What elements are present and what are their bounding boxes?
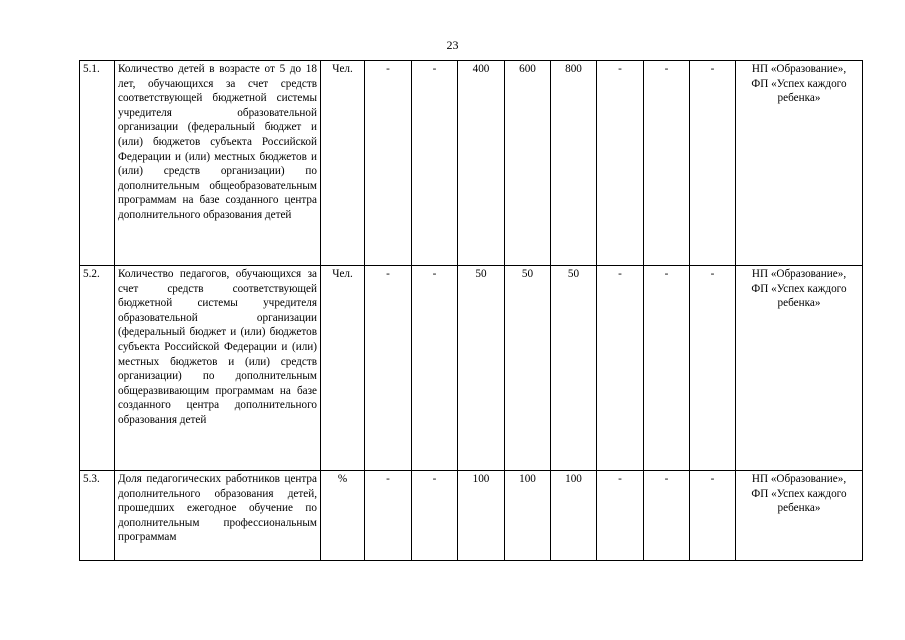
value-cell: 50 [505,266,551,471]
indicators-table [79,60,863,561]
value-cell: - [644,266,690,471]
value-cell: 100 [551,471,597,561]
value-cell: - [412,471,458,561]
value-cell: - [644,61,690,266]
value-cell: - [597,471,644,561]
project-line: ребенка» [777,502,821,515]
table-row [80,266,863,471]
row-number: 5.3. [80,471,115,561]
project-line: ребенка» [777,92,821,105]
table-row [80,471,863,561]
project-cell [736,61,863,266]
value-cell: - [597,61,644,266]
value-cell: 100 [505,471,551,561]
value-cell: - [412,266,458,471]
project-line: НП «Образование», [751,473,847,485]
value-cell: 100 [458,471,505,561]
value-cell: - [690,266,736,471]
project-line: ребенка» [777,297,821,310]
indicator-description: Доля педагогических работников центра дополнительного образования детей, прошедших ежегодное обучение по дополнительным профессиональным программам [115,471,321,561]
page-number: 23 [446,38,459,52]
value-cell: - [597,266,644,471]
value-cell: - [365,61,412,266]
indicator-description: Количество педагогов, обучающихся за счет средств соответствующей бюджетной системы учредителя образовательной организации (федеральный бюджет и (или) бюджетов субъекта Российской Федерации и (или) местных бюджетов и (или) средств организации) по дополнительным общеразвивающим программам на базе созданного центра дополнительного образования детей [115,266,321,471]
project-line: ФП «Успех каждого [751,282,847,295]
project-line: ФП «Успех каждого [751,487,847,500]
value-cell: 50 [551,266,597,471]
value-cell: 600 [505,61,551,266]
row-number: 5.1. [80,61,115,266]
value-cell: - [365,266,412,471]
project-line: ФП «Успех каждого [751,77,847,90]
value-cell: - [365,471,412,561]
value-cell: 400 [458,61,505,266]
value-cell: - [690,471,736,561]
value-cell: 800 [551,61,597,266]
project-cell [736,471,863,561]
unit-cell: Чел. [321,266,365,471]
unit-cell: Чел. [321,61,365,266]
value-cell: 50 [458,266,505,471]
project-line: НП «Образование», [751,268,847,280]
value-cell: - [690,61,736,266]
value-cell: - [644,471,690,561]
project-line: НП «Образование», [751,63,847,75]
table-row [80,61,863,266]
row-number: 5.2. [80,266,115,471]
value-cell: - [412,61,458,266]
indicator-description: Количество детей в возрасте от 5 до 18 лет, обучающихся за счет средств соответствующей бюджетной системы учредителя образовательной организации (федеральный бюджет и (или) бюджетов субъекта Российской Федерации и (или) местных бюджетов и (или) средств организации) по дополнительным общеобразовательным программам на базе созданного центра дополнительного образования детей [115,61,321,266]
unit-cell: % [321,471,365,561]
project-cell [736,266,863,471]
